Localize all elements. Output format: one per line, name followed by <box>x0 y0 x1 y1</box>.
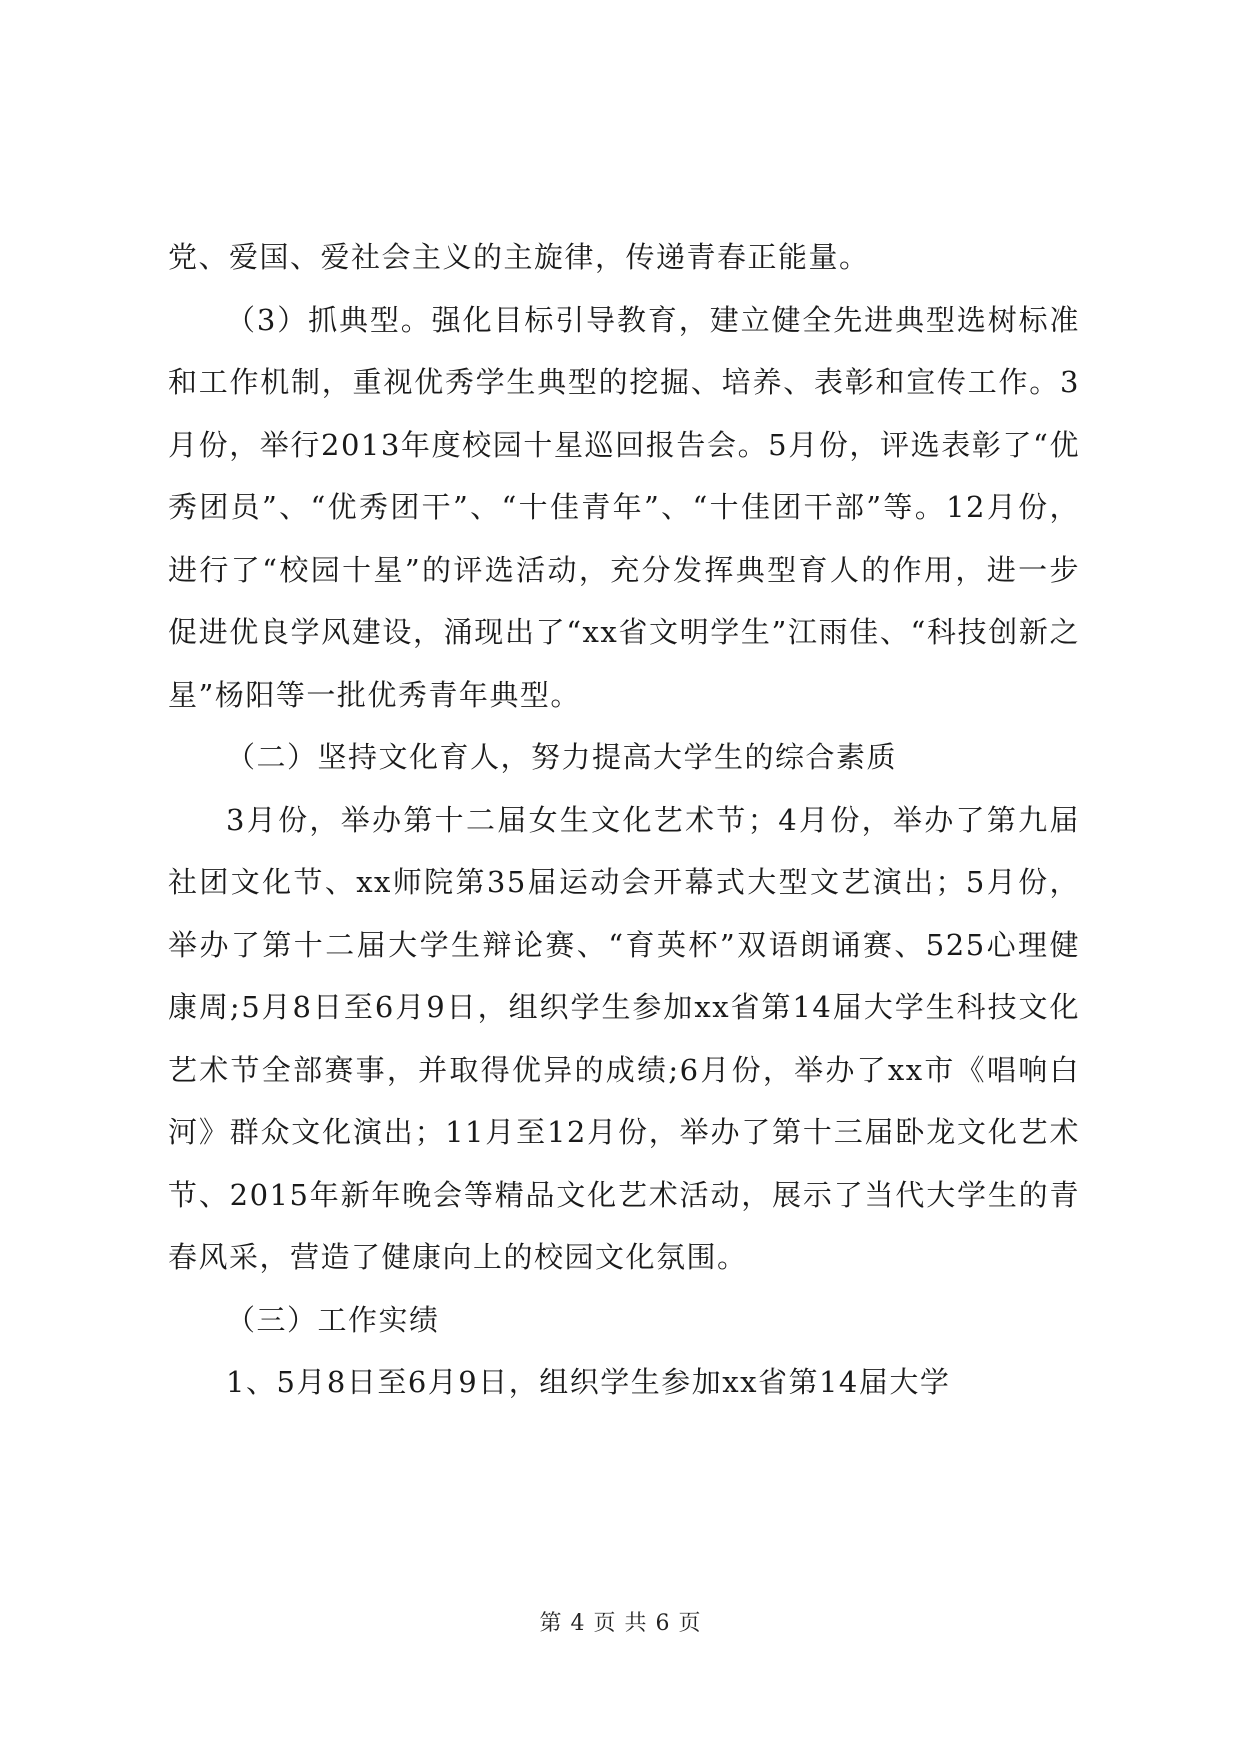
section-heading-achievements: （三）工作实绩 <box>226 1302 440 1337</box>
paragraph-typical-models: （3）抓典型。强化目标引导教育，建立健全先进典型选树标准和工作机制，重视优秀学生典型的挖掘、培养、表彰和宣传工作。3月份，举行2013年度校园十星巡回报告会。5月份，评选表彰了“优秀团员”、“优秀团干”、“十佳青年”、“十佳团干部”等。12月份，进行了“校园十星”的评选活动，充分发挥典型育人的作用，进一步促进优良学风建设，涌现出了“xx省文明学生”江雨佳、“科技创新之星”杨阳等一批优秀青年典型。 <box>168 302 1080 712</box>
section-heading-culture: （二）坚持文化育人，努力提高大学生的综合素质 <box>226 740 898 774</box>
paragraph-culture-activities: 3月份，举办第十二届女生文化艺术节；4月份，举办了第九届社团文化节、xx师院第35届运动会开幕式大型文艺演出；5月份，举办了第十二届大学生辩论赛、“育英杯”双语朗诵赛、525心理健康周;5月8日至6月9日，组织学生参加xx省第14届大学生科技文化艺术节全部赛事，并取得优异的成绩;6月份，举办了xx市《唱响白河》群众文化演出；11月至12月份，举办了第十三届卧龙文化艺术节、2015年新年晚会等精品文化艺术活动，展示了当代大学生的青春风采，营造了健康向上的校园文化氛围。 <box>168 802 1080 1274</box>
paragraph-achievement-1: 1、5月8日至6月9日，组织学生参加xx省第14届大学 <box>226 1365 951 1399</box>
page-number-footer: 第 4 页 共 6 页 <box>539 1611 702 1636</box>
paragraph-continuation: 党、爱国、爱社会主义的主旋律，传递青春正能量。 <box>168 240 870 274</box>
document-body <box>168 226 1080 1414</box>
